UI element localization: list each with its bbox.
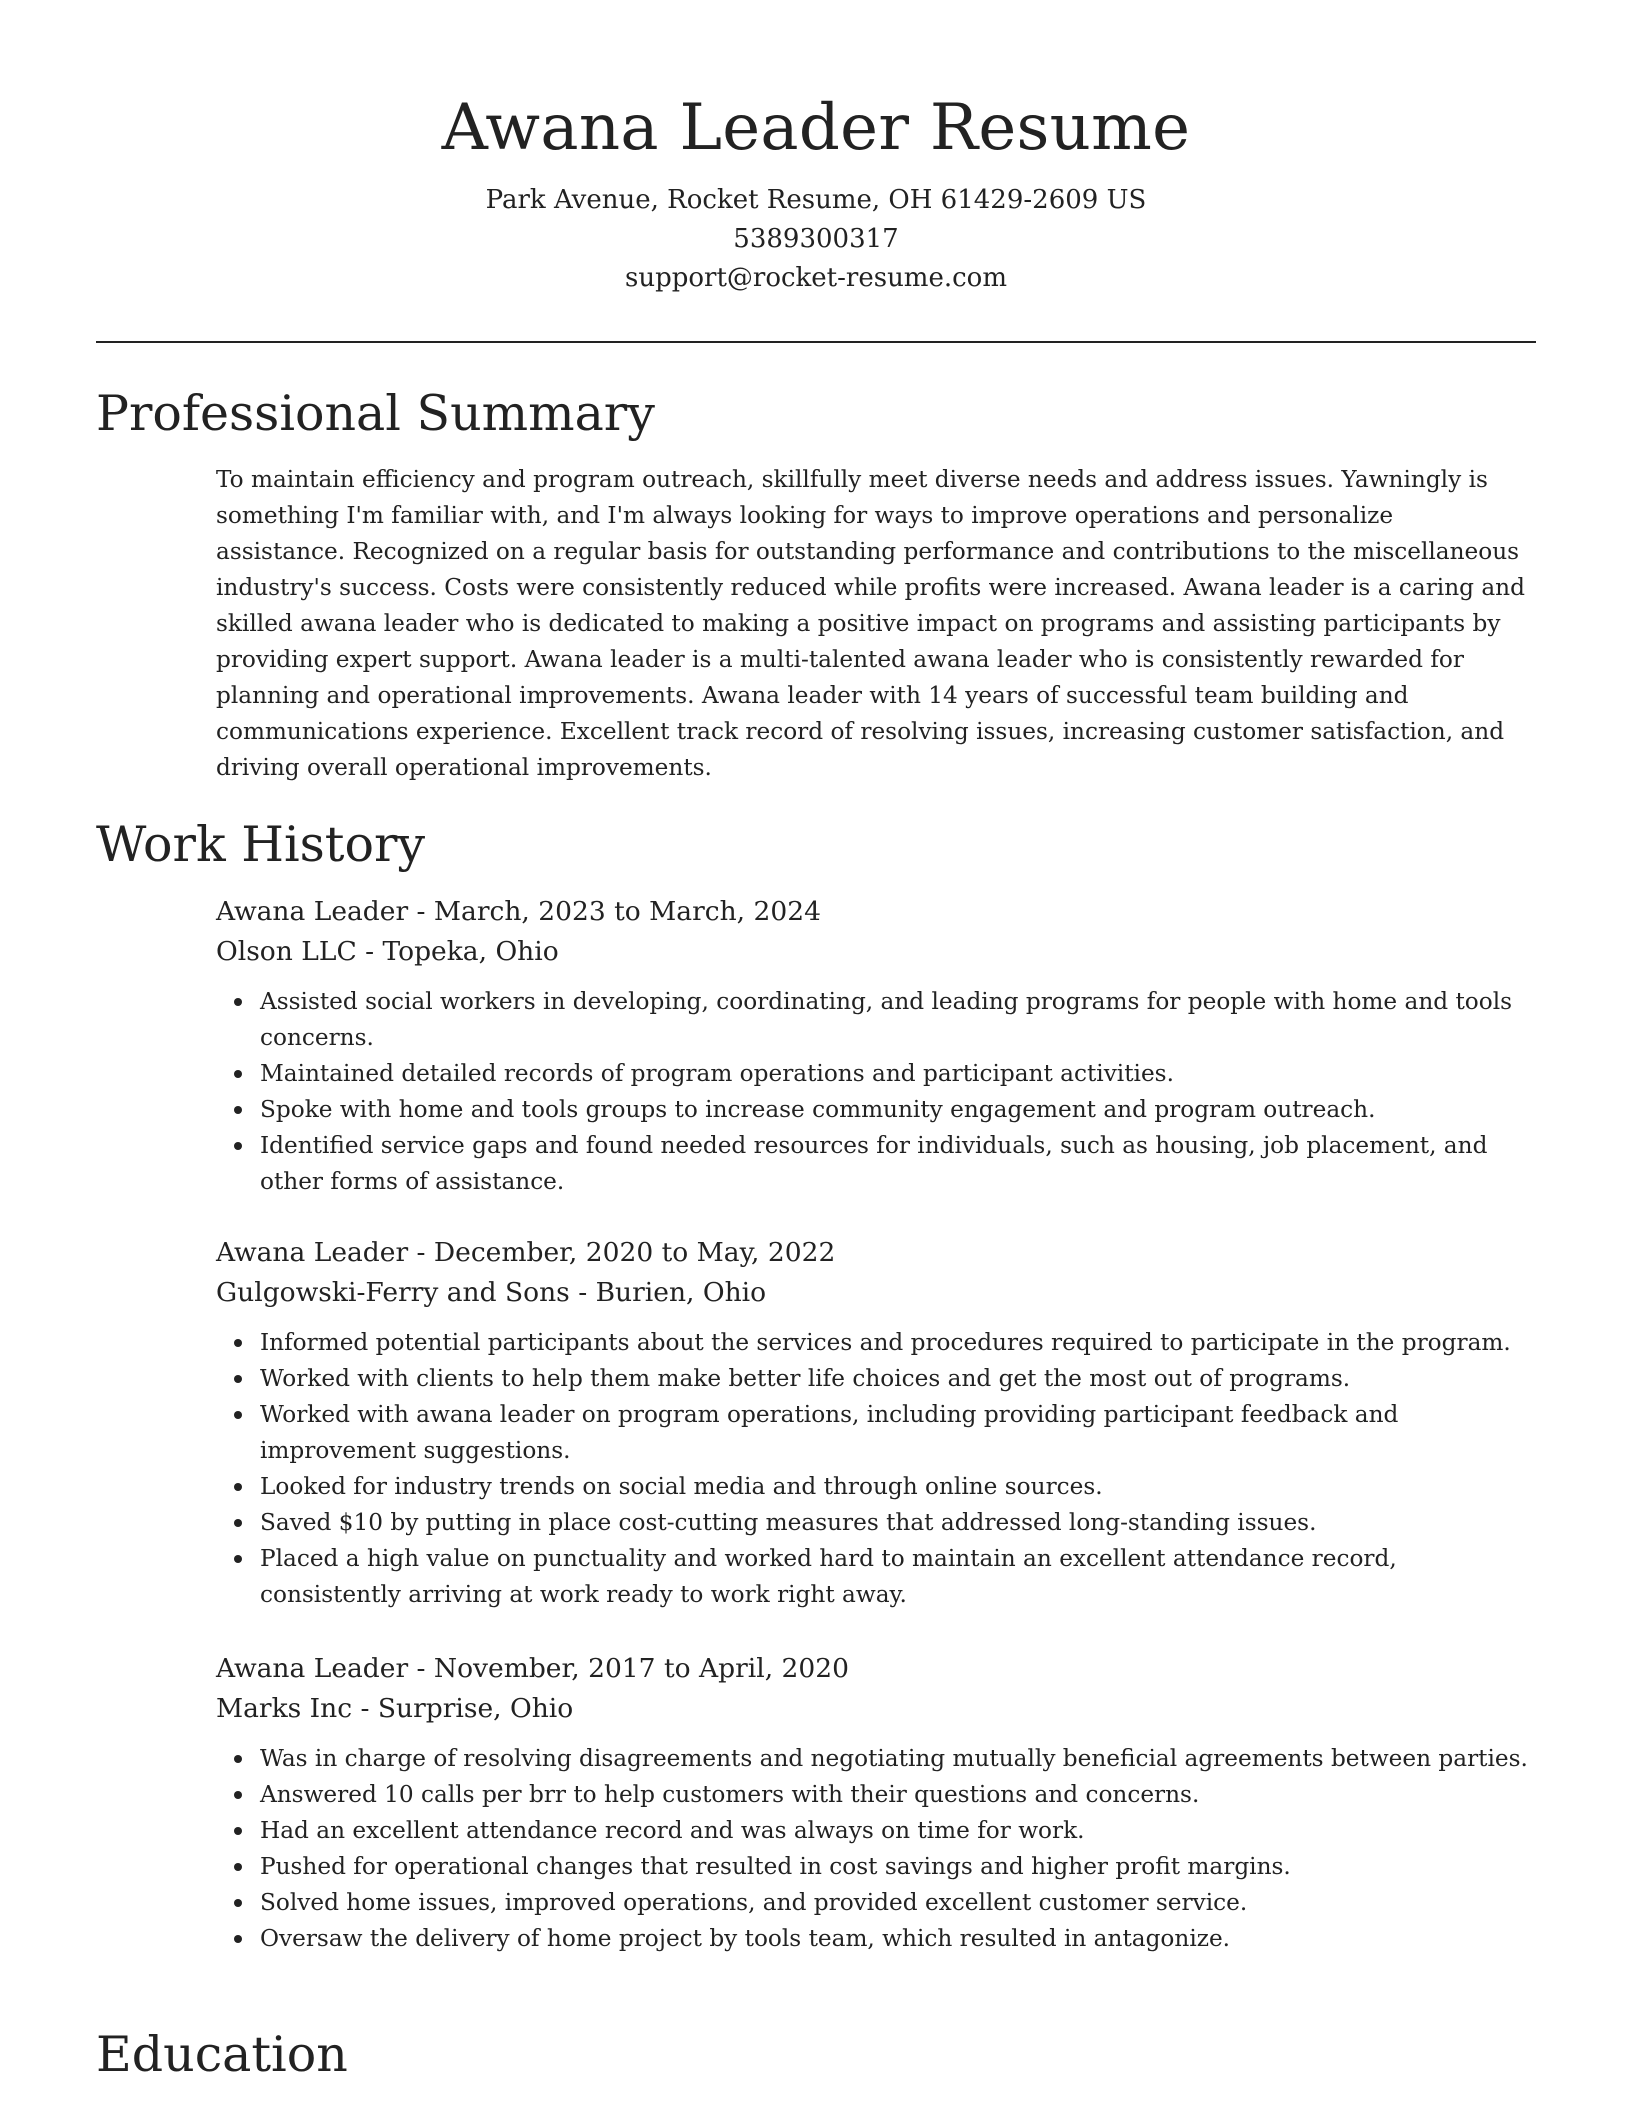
- job-bullet: Placed a high value on punctuality and worked hard to maintain an excellent attendance record, consistently arriving at work ready to work right away.: [260, 1541, 1536, 1613]
- contact-email: support@rocket-resume.com: [624, 263, 1007, 293]
- job-bullet-list: [216, 984, 1536, 1200]
- summary-heading: Professional Summary: [96, 385, 655, 442]
- job-bullet: Informed potential participants about the services and procedures required to participate in the program.: [260, 1325, 1536, 1361]
- job-company-location: Marks Inc - Surprise, Ohio: [216, 1693, 574, 1724]
- job-entry: [216, 1233, 1536, 1613]
- resume-title: Awana Leader Resume: [441, 91, 1191, 165]
- education-heading: Education: [96, 2026, 348, 2083]
- job-bullet: Identified service gaps and found needed resources for individuals, such as housing, job placement, and other forms of assistance.: [260, 1128, 1536, 1200]
- header-divider: [96, 341, 1536, 343]
- job-bullet: Pushed for operational changes that resulted in cost savings and higher profit margins.: [260, 1849, 1536, 1885]
- job-bullet-list: [216, 1741, 1536, 1957]
- job-bullet: Looked for industry trends on social media and through online sources.: [260, 1469, 1536, 1505]
- summary-text: To maintain efficiency and program outreach, skillfully meet diverse needs and address issues. Yawningly is something I'm familiar with, and I'm always looking for ways to improve operations and personalize assistance. Recognized on a regular basis for outstanding performance and contributions to the miscellaneous industry's success. Costs were consistently reduced while profits were increased. Awana leader is a caring and skilled awana leader who is dedicated to making a positive impact on programs and assisting participants by providing expert support. Awana leader is a multi-talented awana leader who is consistently rewarded for planning and operational improvements. Awana leader with 14 years of successful team building and communications experience. Excellent track record of resolving issues, increasing customer satisfaction, and driving overall operational improvements.: [216, 466, 1525, 781]
- job-bullet: Oversaw the delivery of home project by tools team, which resulted in antagonize.: [260, 1921, 1536, 1957]
- job-bullet: Saved $10 by putting in place cost-cutting measures that addressed long-standing issues.: [260, 1505, 1536, 1541]
- job-entry: [216, 892, 1536, 1200]
- work-history-heading: Work History: [96, 816, 426, 873]
- contact-phone: 5389300317: [733, 224, 899, 254]
- job-company-location: Olson LLC - Topeka, Ohio: [216, 936, 559, 967]
- job-bullet: Solved home issues, improved operations, and provided excellent customer service.: [260, 1885, 1536, 1921]
- job-bullet-list: [216, 1325, 1536, 1613]
- job-title-dates: Awana Leader - March, 2023 to March, 2024: [216, 896, 821, 927]
- job-title-dates: Awana Leader - November, 2017 to April, 2020: [216, 1653, 849, 1684]
- job-company-location: Gulgowski-Ferry and Sons - Burien, Ohio: [216, 1277, 767, 1308]
- contact-address: Park Avenue, Rocket Resume, OH 61429-2609 US: [485, 185, 1147, 215]
- job-bullet: Was in charge of resolving disagreements and negotiating mutually beneficial agreements between parties.: [260, 1741, 1536, 1777]
- job-bullet: Spoke with home and tools groups to increase community engagement and program outreach.: [260, 1092, 1536, 1128]
- job-bullet: Maintained detailed records of program operations and participant activities.: [260, 1056, 1536, 1092]
- job-bullet: Worked with awana leader on program operations, including providing participant feedback and improvement suggestions.: [260, 1397, 1536, 1469]
- job-entry: [216, 1649, 1536, 1957]
- job-bullet: Answered 10 calls per brr to help customers with their questions and concerns.: [260, 1777, 1536, 1813]
- job-bullet: Had an excellent attendance record and was always on time for work.: [260, 1813, 1536, 1849]
- job-bullet: Assisted social workers in developing, coordinating, and leading programs for people with home and tools concerns.: [260, 984, 1536, 1056]
- job-title-dates: Awana Leader - December, 2020 to May, 2022: [216, 1237, 836, 1268]
- job-bullet: Worked with clients to help them make better life choices and get the most out of programs.: [260, 1361, 1536, 1397]
- resume-header: [96, 80, 1536, 298]
